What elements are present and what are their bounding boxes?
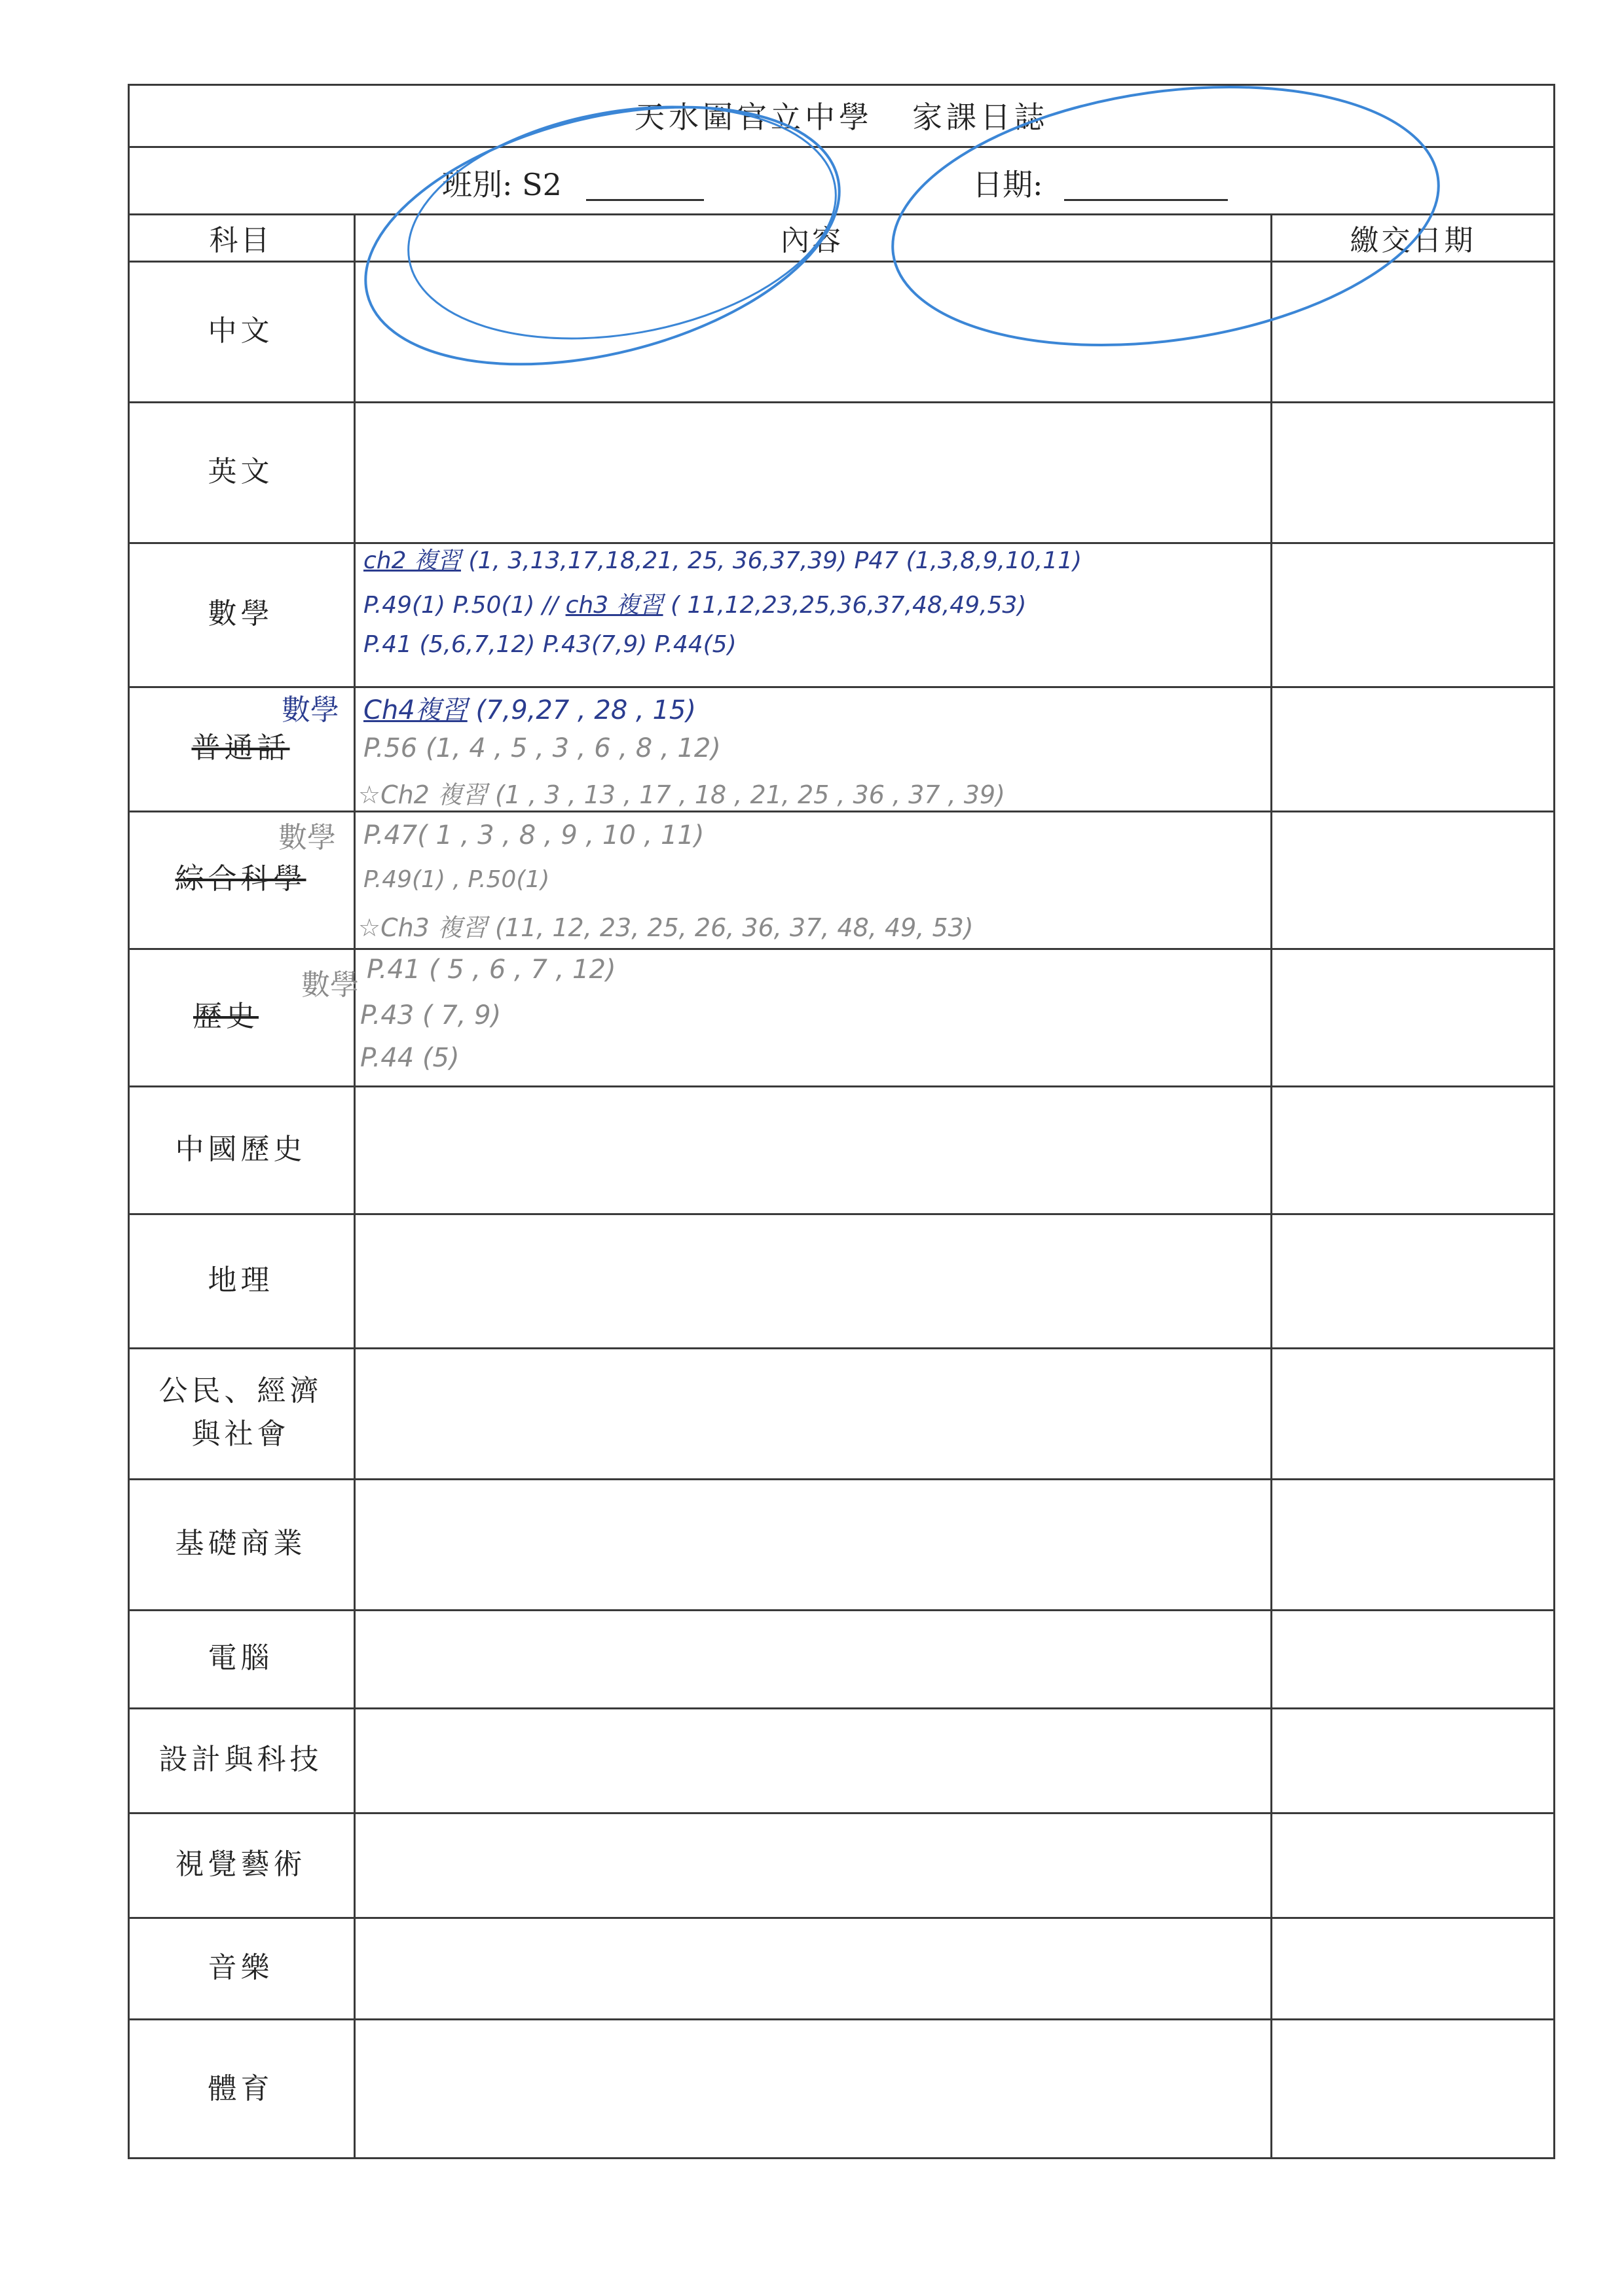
column-header-subject: 科目 [209,224,272,257]
subject-english: 英文 [208,454,274,488]
date-label: 日期: [972,167,1043,202]
subject-integrated-science: 綜合科學 [175,862,306,896]
row4-line-2: P.56 (1, 4 , 5 , 3 , 6 , 8 , 12) [363,733,721,763]
subject-music: 音樂 [208,1950,274,1984]
annotation-math: 數學 [278,821,336,854]
pen-oval-left [339,63,866,409]
subject-putonghua: 普通話 [191,731,290,765]
row5-line-1: P.47( 1 , 3 , 8 , 9 , 10 , 11) [363,820,705,850]
row5-line-3: ☆Ch3 複習 (11, 12, 23, 25, 26, 36, 37, 48, 49, 53) [358,913,974,942]
question-list: (1, 3,13,17,18,21, 25, 36,37,39) P47 (1,3,8,9,10,11) [468,547,1082,574]
subject-pe: 體育 [208,2071,274,2105]
column-header-content: 內容 [781,224,843,257]
row6-line-1: P.41 ( 5 , 6 , 7 , 12) [367,955,616,985]
school-name: 天水圍官立中學 [635,99,873,135]
annotation-math: 數學 [282,693,339,727]
subject-chinese-history: 中國歷史 [175,1132,306,1166]
subject-design-technology: 設計與科技 [158,1743,323,1776]
chapter-label: Ch4複習 [363,695,468,725]
pen-oval-right [876,54,1456,377]
class-label: 班別: S2 [442,167,562,202]
subject-citizenship-line2: 與社會 [191,1417,290,1451]
chapter-label: ch2 複習 [363,547,461,574]
subject-chinese: 中文 [208,314,274,348]
question-list: ( 11,12,23,25,36,37,48,49,53) [671,592,1027,619]
row4-line-3: ☆Ch2 複習 (1 , 3 , 13 , 17 , 18 , 21, 25 , 36 , 37 , 39) [358,780,1005,809]
subject-visual-arts: 視覺藝術 [175,1848,306,1881]
pen-oval-left-inner [390,75,854,369]
question-list: (7,9,27 , 28 , 15) [475,695,696,725]
sheet-name: 家課日誌 [912,99,1048,135]
column-header-due-date: 繳交日期 [1350,224,1476,257]
page-list: P.49(1) P.50(1) // [363,592,559,619]
subject-business: 基礎商業 [175,1527,306,1560]
annotation-math: 數學 [301,968,359,1002]
row6-line-2: P.43 ( 7, 9) [360,1000,502,1030]
subject-citizenship-line1: 公民、經濟 [158,1374,323,1408]
subject-computer: 電腦 [208,1641,274,1675]
math-line-3: P.41 (5,6,7,12) P.43(7,9) P.44(5) [363,631,737,658]
subject-math: 數學 [208,597,274,630]
row6-line-3: P.44 (5) [360,1043,460,1073]
chapter-label: ch3 複習 [565,592,663,619]
subject-geography: 地理 [208,1263,274,1297]
subject-history: 歷史 [193,1000,259,1033]
row5-line-2: P.49(1) , P.50(1) [363,866,550,893]
